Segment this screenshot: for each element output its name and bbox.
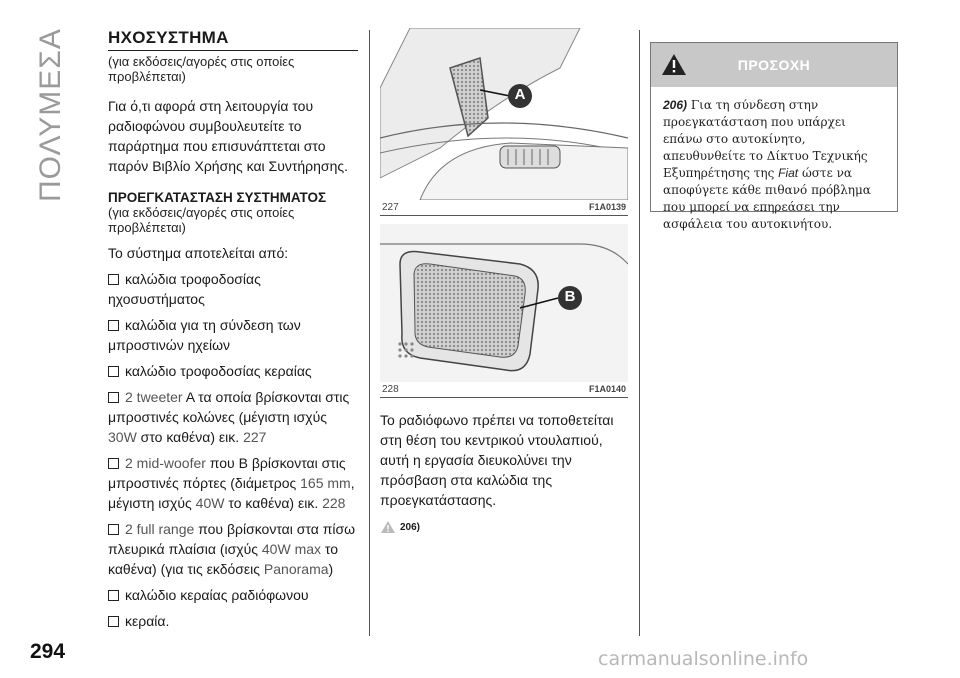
list-item-text: 2 tweeter (125, 389, 183, 405)
section-subtitle: (για εκδόσεις/αγορές στις οποίες προβλέπεται) (108, 54, 295, 84)
checkbox-bullet-icon (108, 524, 119, 535)
list-item-text: , μέγιστη ισχύς (108, 475, 355, 511)
list-item-text: καλώδια για τη σύνδεση των μπροστινών ηχείων (108, 317, 301, 353)
figure-228 (380, 224, 628, 398)
warning-title: ΠΡΟΣΟΧΗ (737, 57, 811, 73)
list-item-text: που βρίσκονται στα πίσω πλευρικά πλαίσια (ισχύς (108, 521, 356, 557)
list-item (108, 611, 358, 631)
figure-number: 227 (382, 202, 399, 213)
list-item (108, 387, 358, 447)
figure-reference: 227 (243, 429, 267, 445)
section-title: ΗΧΟΣΥΣΤΗΜΑ (108, 28, 358, 51)
callout-a: A (514, 86, 526, 103)
list-item-text: Panorama (263, 561, 329, 577)
figure-227 (380, 28, 628, 216)
list-item-text: που B βρίσκονται στις μπροστινές πόρτες (διάμετρος (108, 455, 346, 491)
warning-text: Για τη σύνδεση στην προεγκατάσταση που υπάρχει επάνω στο αυτοκίνητο, απευθυνθείτε το Δίκτυο Τεχνικής Εξυπηρέτησης της (663, 98, 868, 180)
warning-triangle-icon (661, 53, 687, 76)
warning-text: ώστε να αποφύγετε κάθε πιθανό πρόβλημα που μπορεί να επηρεάσει την ασφάλεια του αυτοκινήτου. (663, 166, 871, 231)
list-item-text: το καθένα) εικ. (224, 495, 323, 511)
prep-intro: Το σύστημα αποτελείται από: (108, 245, 289, 261)
list-item-text: το καθένα) (για τις εκδόσεις (108, 541, 339, 577)
list-item-text: καλώδια τροφοδοσίας ηχοσυστήματος (108, 271, 261, 307)
list-item-text: 2 full range (125, 521, 195, 537)
radio-instructions: Το ραδιόφωνο πρέπει να τοποθετείται στη θέση του κεντρικού ντουλαπιού, αυτή η εργασία διευκολύνει την πρόσβαση στα καλώδια της προεγκατάστασης. (380, 412, 614, 508)
list-item-text: A τα οποία βρίσκονται στις μπροστινές κολώνες (μέγιστη ισχύς (108, 389, 350, 425)
list-item-text: ) (328, 561, 334, 577)
checkbox-bullet-icon (108, 320, 119, 331)
warning-number: 206) (663, 98, 688, 112)
warning-body (651, 87, 897, 243)
list-item-text: καλώδιο τροφοδοσίας κεραίας (125, 363, 312, 379)
column-middle (380, 28, 628, 534)
warning-triangle-icon (380, 520, 396, 534)
list-item (108, 585, 358, 605)
prep-subtitle: (για εκδόσεις/αγορές στις οποίες προβλέπεται) (108, 205, 295, 235)
checkbox-bullet-icon (108, 392, 119, 403)
list-item-text: 2 mid-woofer (125, 455, 206, 471)
watermark: carmanualsonline.info (598, 648, 809, 670)
list-item-text: 165 mm (300, 475, 351, 491)
column-divider (639, 30, 640, 636)
checkbox-bullet-icon (108, 590, 119, 601)
section-intro: Για ό,τι αφορά στη λειτουργία του ραδιοφώνου συμβουλευτείτε το παράρτημα που επισυνάπτεται στο παρόν Βιβλίο Χρήσης και Συντήρησης. (108, 98, 348, 174)
chapter-side-tab: ΠΟΛΥΜΕΣΑ (34, 28, 67, 202)
list-item (108, 519, 358, 579)
checkbox-bullet-icon (108, 366, 119, 377)
checkbox-bullet-icon (108, 458, 119, 469)
list-item (108, 453, 358, 513)
warning-header (651, 43, 897, 87)
figure-caption (380, 200, 628, 215)
list-item-text: 40W (195, 495, 225, 511)
list-item-text: στο καθένα) εικ. (136, 429, 244, 445)
warning-reference (380, 520, 628, 534)
figure-caption (380, 382, 628, 397)
checkbox-bullet-icon (108, 616, 119, 627)
brand-name: Fiat (778, 166, 799, 180)
door-speaker-illustration (380, 224, 628, 382)
figure-code: F1A0140 (588, 384, 626, 394)
warning-box (650, 42, 898, 231)
page-number: 294 (30, 640, 66, 663)
checkbox-bullet-icon (108, 274, 119, 285)
tweeter-illustration (380, 28, 628, 200)
figure-reference: 228 (322, 495, 346, 511)
column-left (108, 28, 358, 631)
prep-title: ΠΡΟΕΓΚΑΤΑΣΤΑΣΗ ΣΥΣΤΗΜΑΤΟΣ (108, 190, 327, 205)
figure-number: 228 (382, 384, 399, 395)
warning-reference-number: 206) (400, 521, 421, 533)
list-item-text: κεραία. (125, 613, 170, 629)
callout-b: B (564, 288, 576, 305)
figure-code: F1A0139 (588, 202, 626, 212)
list-item (108, 315, 358, 355)
list-item (108, 361, 358, 381)
list-item (108, 269, 358, 309)
column-divider (369, 30, 370, 636)
list-item-text: 30W (108, 429, 137, 445)
list-item-text: καλώδιο κεραίας ραδιόφωνου (125, 587, 309, 603)
list-item-text: 40W max (261, 541, 322, 557)
